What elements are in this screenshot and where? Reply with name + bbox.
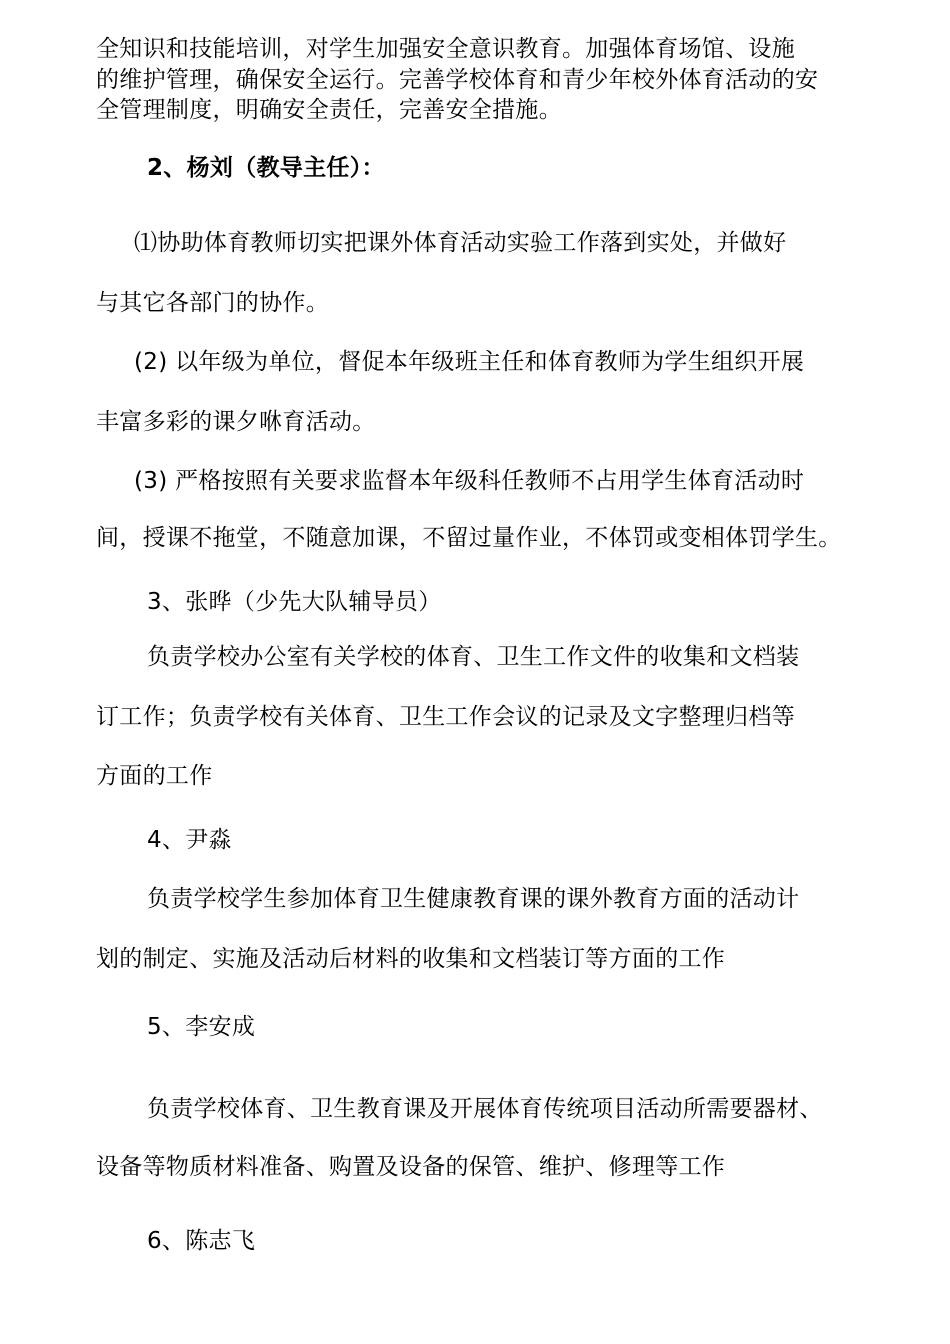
- section-5-heading: 5、李安成: [147, 1014, 256, 1040]
- section-4-line-1: 负责学校学生参加体育卫生健康教育课的课外教育方面的活动计: [147, 886, 800, 912]
- section-4-heading: 4、尹淼: [147, 827, 232, 853]
- section-3-line-2: 订工作；负责学校有关体育、卫生工作会议的记录及文字整理归档等: [96, 704, 795, 730]
- section-6-heading: 6、陈志飞: [147, 1228, 256, 1254]
- section-3-heading: 3、张晔（少先大队辅导员）: [147, 589, 442, 615]
- section-2-item-2-line-1: (2) 以年级为单位，督促本年级班主任和体育教师为学生组织开展: [134, 349, 805, 375]
- section-2-item-1-line-2: 与其它各部门的协作。: [96, 290, 329, 316]
- section-3-line-1: 负责学校办公室有关学校的体育、卫生工作文件的收集和文档装: [147, 644, 800, 670]
- section-4-line-2: 划的制定、实施及活动后材料的收集和文档装订等方面的工作: [96, 946, 726, 972]
- section-5-line-2: 设备等物质材料准备、购置及设备的保管、维护、修理等工作: [96, 1154, 726, 1180]
- section-2-item-1-line-1: ⑴协助体育教师切实把课外体育活动实验工作落到实处，并做好: [134, 230, 787, 256]
- section-2-item-3-line-1: (3) 严格按照有关要求监督本年级科任教师不占用学生体育活动时: [134, 468, 805, 494]
- section-3-line-3: 方面的工作: [96, 763, 213, 789]
- intro-line-1: 全知识和技能培训，对学生加强安全意识教育。加强体育场馆、设施: [96, 36, 795, 62]
- section-2-item-2-line-2: 丰富多彩的课夕咻育活动。: [96, 409, 376, 435]
- intro-line-3: 全管理制度，明确安全责任，完善安全措施。: [96, 97, 562, 123]
- section-5-line-1: 负责学校体育、卫生教育课及开展体育传统项目活动所需要器材、: [147, 1096, 823, 1122]
- section-2-heading: 2、杨刘（教导主任）：: [147, 155, 385, 181]
- intro-line-2: 的维护管理，确保安全运行。完善学校体育和青少年校外体育活动的安: [96, 67, 819, 93]
- section-2-item-3-line-2: 间，授课不拖堂，不随意加课，不留过量作业，不体罚或变相体罚学生。: [96, 525, 842, 551]
